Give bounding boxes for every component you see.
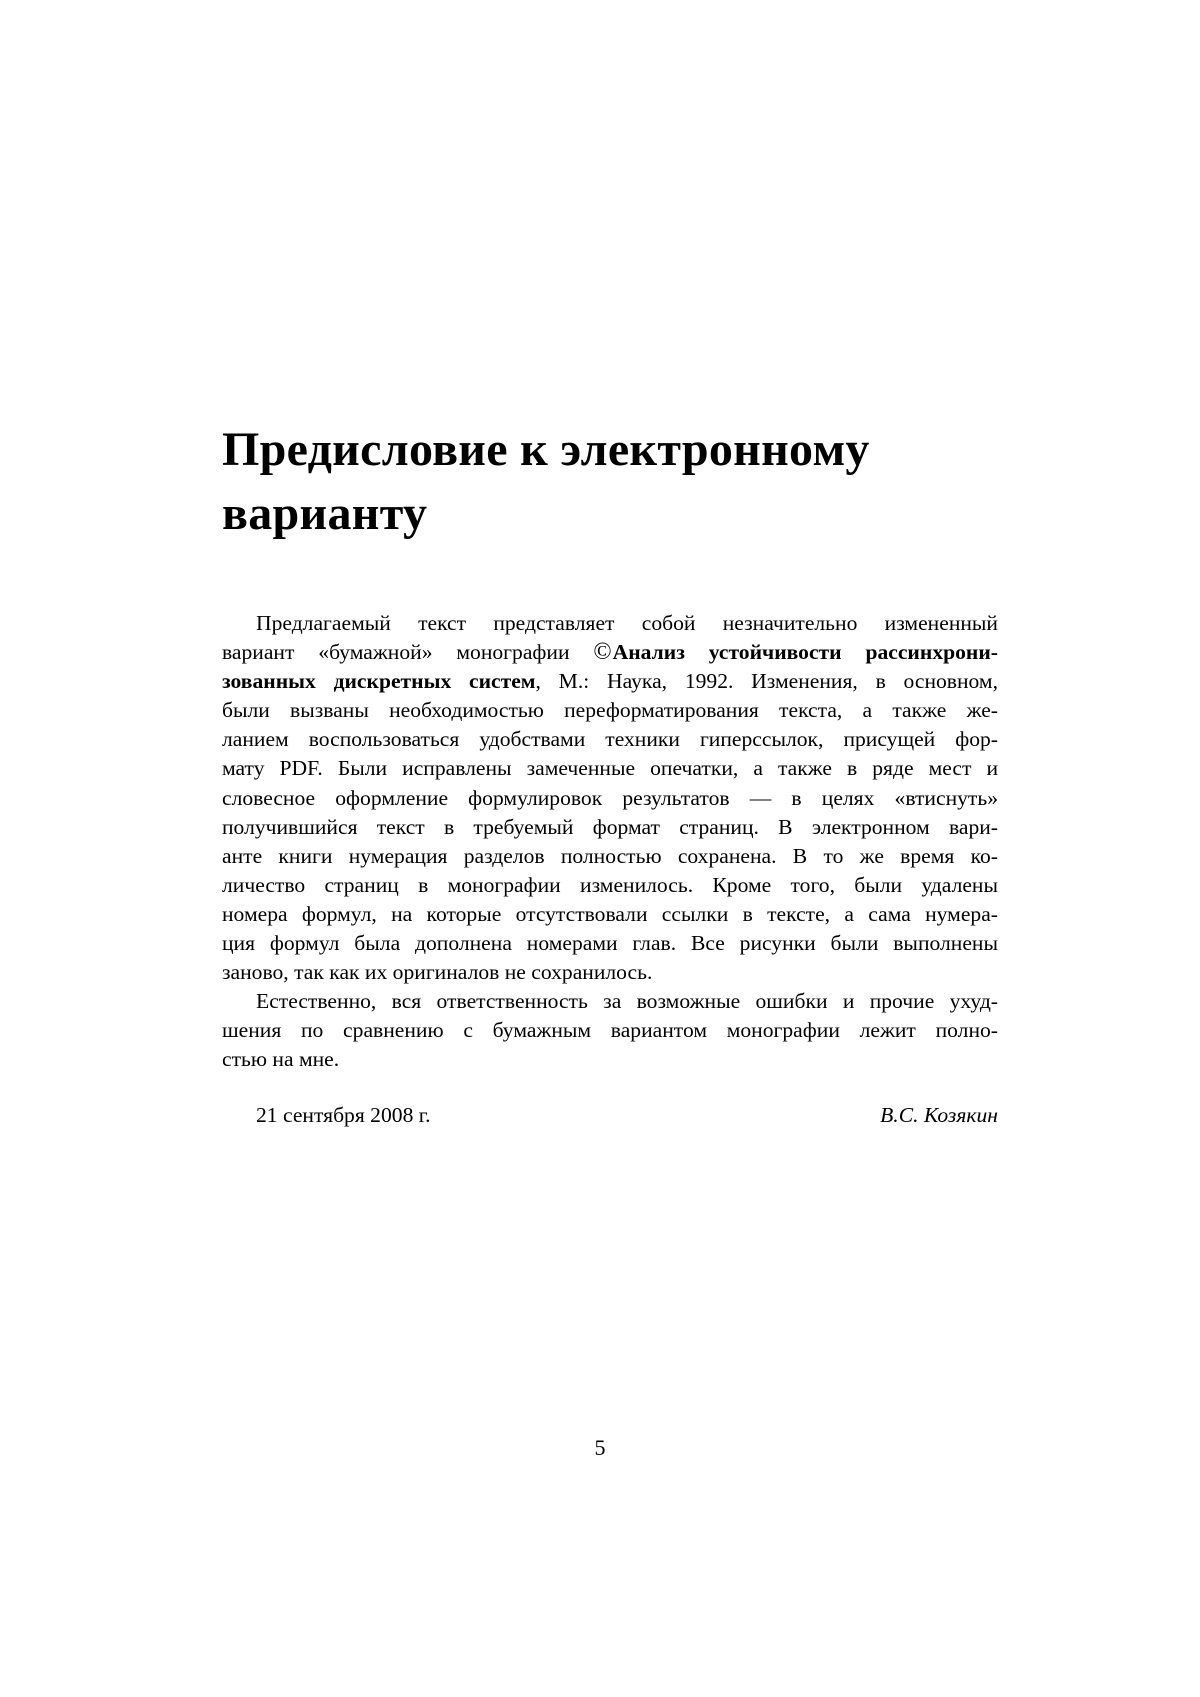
book-title-run: Анализ устойчивости рассинхрони- xyxy=(613,640,998,664)
text-line xyxy=(222,958,998,987)
document-page xyxy=(0,0,1200,1697)
text-line xyxy=(222,1045,998,1074)
book-title-run: зованных дискретных систем xyxy=(222,669,536,693)
text-run: Предлагаемый текст представляет собой незначительно измененный xyxy=(256,611,998,635)
text-run: личество страниц в монографии изменилось. Кроме того, были удалены xyxy=(222,873,998,897)
text-run: мату PDF. Были исправлены замеченные опечатки, а также в ряде мест и xyxy=(222,756,998,780)
text-line xyxy=(222,754,998,783)
text-line xyxy=(222,638,998,667)
preface-title xyxy=(222,418,1022,546)
text-run: были вызваны необходимостью переформатирования текста, а также же- xyxy=(222,698,998,722)
text-run: стью на мне. xyxy=(222,1047,339,1071)
text-line xyxy=(222,784,998,813)
title-line: Предисловие к электронному xyxy=(222,418,1022,482)
text-line xyxy=(222,1016,998,1045)
text-line xyxy=(222,842,998,871)
text-run: словесное оформление формулировок результатов — в целях «втиснуть» xyxy=(222,786,998,810)
title-line: варианту xyxy=(222,482,1022,546)
text-run: вариант «бумажной» монографии xyxy=(222,640,593,664)
paragraph xyxy=(222,987,998,1074)
text-line xyxy=(222,900,998,929)
text-line xyxy=(222,696,998,725)
text-line xyxy=(222,987,998,1016)
signoff xyxy=(222,1100,998,1130)
signoff-author: В.С. Козякин xyxy=(880,1100,998,1130)
text-run: ция формул была дополнена номерами глав. Все рисунки были выполнены xyxy=(222,931,998,955)
text-line xyxy=(222,667,998,696)
copyright-symbol: © xyxy=(593,639,611,665)
signoff-date: 21 сентября 2008 г. xyxy=(256,1100,431,1130)
text-run: ланием воспользоваться удобствами техники гиперссылок, присущей фор- xyxy=(222,727,998,751)
text-run: шения по сравнению с бумажным вариантом монографии лежит полно- xyxy=(222,1018,998,1042)
text-run: получившийся текст в требуемый формат страниц. В электронном вари- xyxy=(222,815,998,839)
text-run: Естественно, вся ответственность за возможные ошибки и прочие ухуд- xyxy=(256,989,998,1013)
text-run: заново, так как их оригиналов не сохранилось. xyxy=(222,960,652,984)
text-line xyxy=(222,609,998,638)
text-line xyxy=(222,929,998,958)
preface-body xyxy=(222,609,998,1075)
text-line xyxy=(222,725,998,754)
page-number: 5 xyxy=(0,1433,1200,1463)
text-line xyxy=(222,813,998,842)
paragraph xyxy=(222,609,998,987)
text-line xyxy=(222,871,998,900)
text-run: анте книги нумерация разделов полностью сохранена. В то же время ко- xyxy=(222,844,998,868)
text-run: , М.: Наука, 1992. Изменения, в основном, xyxy=(536,669,998,693)
text-run: номера формул, на которые отсутствовали ссылки в тексте, а сама нумера- xyxy=(222,902,998,926)
